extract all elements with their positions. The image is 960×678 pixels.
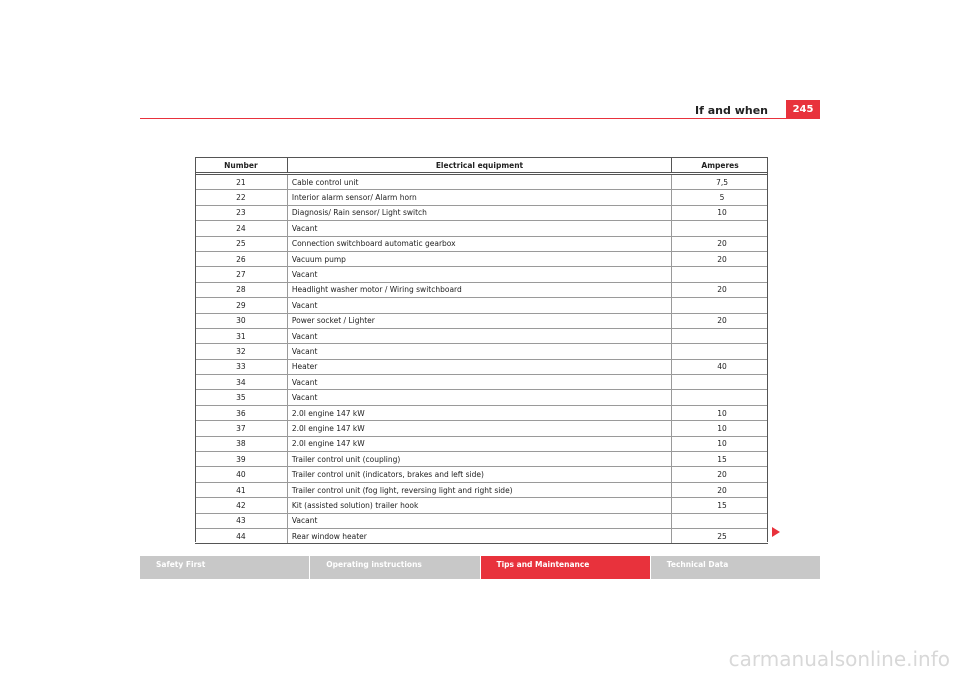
fuse-number: 29 (195, 298, 287, 313)
fuse-amperes (672, 221, 768, 236)
table-row (195, 513, 768, 528)
fuse-amperes: 15 (672, 498, 768, 513)
table-row (195, 375, 768, 390)
fuse-amperes: 10 (672, 205, 768, 220)
fuse-equipment: Vacant (287, 267, 671, 282)
fuse-equipment: 2.0l engine 147 kW (287, 421, 671, 436)
fuse-amperes (672, 513, 768, 528)
fuse-amperes (672, 328, 768, 343)
table-row (195, 328, 768, 343)
table-row (195, 205, 768, 220)
table-row (195, 313, 768, 328)
fuse-amperes: 20 (672, 482, 768, 497)
fuse-amperes: 5 (672, 190, 768, 205)
fuse-equipment: 2.0l engine 147 kW (287, 405, 671, 420)
fuse-equipment: Trailer control unit (coupling) (287, 452, 671, 467)
fuse-equipment: Diagnosis/ Rain sensor/ Light switch (287, 205, 671, 220)
fuse-number: 32 (195, 344, 287, 359)
watermark: carmanualsonline.info (728, 647, 950, 671)
fuse-amperes (672, 298, 768, 313)
fuse-equipment: Vacant (287, 221, 671, 236)
table-row (195, 405, 768, 420)
fuse-equipment: Headlight washer motor / Wiring switchboard (287, 282, 671, 297)
fuse-amperes (672, 344, 768, 359)
table-row (195, 236, 768, 251)
table-row (195, 251, 768, 266)
fuse-equipment: Trailer control unit (indicators, brakes and left side) (287, 467, 671, 482)
tab-technical-data[interactable]: Technical Data (651, 556, 820, 579)
fuse-number: 22 (195, 190, 287, 205)
fuse-amperes: 20 (672, 236, 768, 251)
table-row (195, 344, 768, 359)
table-row (195, 421, 768, 436)
table-border-right (767, 157, 768, 542)
fuse-number: 31 (195, 328, 287, 343)
fuse-equipment: 2.0l engine 147 kW (287, 436, 671, 451)
fuse-amperes: 20 (672, 251, 768, 266)
fuse-amperes: 10 (672, 421, 768, 436)
next-page-arrow-icon[interactable] (772, 527, 780, 537)
table-row (195, 528, 768, 543)
table-border-left (195, 157, 196, 542)
fuse-equipment: Cable control unit (287, 174, 671, 190)
fuse-number: 34 (195, 375, 287, 390)
tab-tips-and-maintenance[interactable]: Tips and Maintenance (481, 556, 651, 579)
fuse-amperes: 10 (672, 405, 768, 420)
fuse-amperes: 20 (672, 313, 768, 328)
fuse-number: 37 (195, 421, 287, 436)
table-row (195, 267, 768, 282)
fuse-equipment: Vacuum pump (287, 251, 671, 266)
table-row (195, 467, 768, 482)
fuse-amperes: 20 (672, 467, 768, 482)
fuse-amperes: 15 (672, 452, 768, 467)
fuse-number: 30 (195, 313, 287, 328)
table-row (195, 221, 768, 236)
fuse-number: 44 (195, 528, 287, 543)
fuse-amperes: 7,5 (672, 174, 768, 190)
fuse-equipment: Kit (assisted solution) trailer hook (287, 498, 671, 513)
fuse-equipment: Vacant (287, 344, 671, 359)
fuse-equipment: Vacant (287, 390, 671, 405)
tab-operating-instructions[interactable]: Operating instructions (310, 556, 480, 579)
table-row (195, 482, 768, 497)
page-title: If and when (695, 104, 768, 117)
fuse-number: 41 (195, 482, 287, 497)
fuse-table (195, 157, 768, 544)
table-row (195, 298, 768, 313)
fuse-equipment: Vacant (287, 328, 671, 343)
fuse-number: 40 (195, 467, 287, 482)
fuse-equipment: Vacant (287, 298, 671, 313)
fuse-amperes: 20 (672, 282, 768, 297)
column-header-amperes: Amperes (672, 158, 768, 174)
fuse-amperes (672, 375, 768, 390)
table-row (195, 390, 768, 405)
table-row (195, 174, 768, 190)
table-row (195, 436, 768, 451)
fuse-amperes: 40 (672, 359, 768, 374)
fuse-equipment: Power socket / Lighter (287, 313, 671, 328)
fuse-number: 26 (195, 251, 287, 266)
fuse-number: 28 (195, 282, 287, 297)
fuse-amperes: 25 (672, 528, 768, 543)
page-number: 245 (786, 100, 820, 119)
fuse-number: 43 (195, 513, 287, 528)
fuse-amperes (672, 267, 768, 282)
fuse-equipment: Interior alarm sensor/ Alarm horn (287, 190, 671, 205)
table-row (195, 452, 768, 467)
fuse-equipment: Rear window heater (287, 528, 671, 543)
fuse-number: 33 (195, 359, 287, 374)
column-header-equipment: Electrical equipment (287, 158, 671, 174)
fuse-equipment: Vacant (287, 513, 671, 528)
fuse-number: 27 (195, 267, 287, 282)
table-row (195, 190, 768, 205)
footer-nav (140, 556, 820, 579)
table-header-row (195, 158, 768, 174)
fuse-number: 39 (195, 452, 287, 467)
fuse-number: 24 (195, 221, 287, 236)
fuse-number: 21 (195, 174, 287, 190)
header-divider (140, 118, 820, 119)
fuse-equipment: Heater (287, 359, 671, 374)
tab-safety-first[interactable]: Safety First (140, 556, 310, 579)
fuse-number: 36 (195, 405, 287, 420)
fuse-amperes: 10 (672, 436, 768, 451)
fuse-number: 35 (195, 390, 287, 405)
fuse-number: 23 (195, 205, 287, 220)
fuse-equipment: Connection switchboard automatic gearbox (287, 236, 671, 251)
fuse-table-body (195, 174, 768, 544)
fuse-number: 42 (195, 498, 287, 513)
fuse-number: 25 (195, 236, 287, 251)
column-header-number: Number (195, 158, 287, 174)
fuse-equipment: Vacant (287, 375, 671, 390)
fuse-equipment: Trailer control unit (fog light, reversing light and right side) (287, 482, 671, 497)
table-row (195, 282, 768, 297)
table-row (195, 498, 768, 513)
table-row (195, 359, 768, 374)
fuse-amperes (672, 390, 768, 405)
fuse-number: 38 (195, 436, 287, 451)
